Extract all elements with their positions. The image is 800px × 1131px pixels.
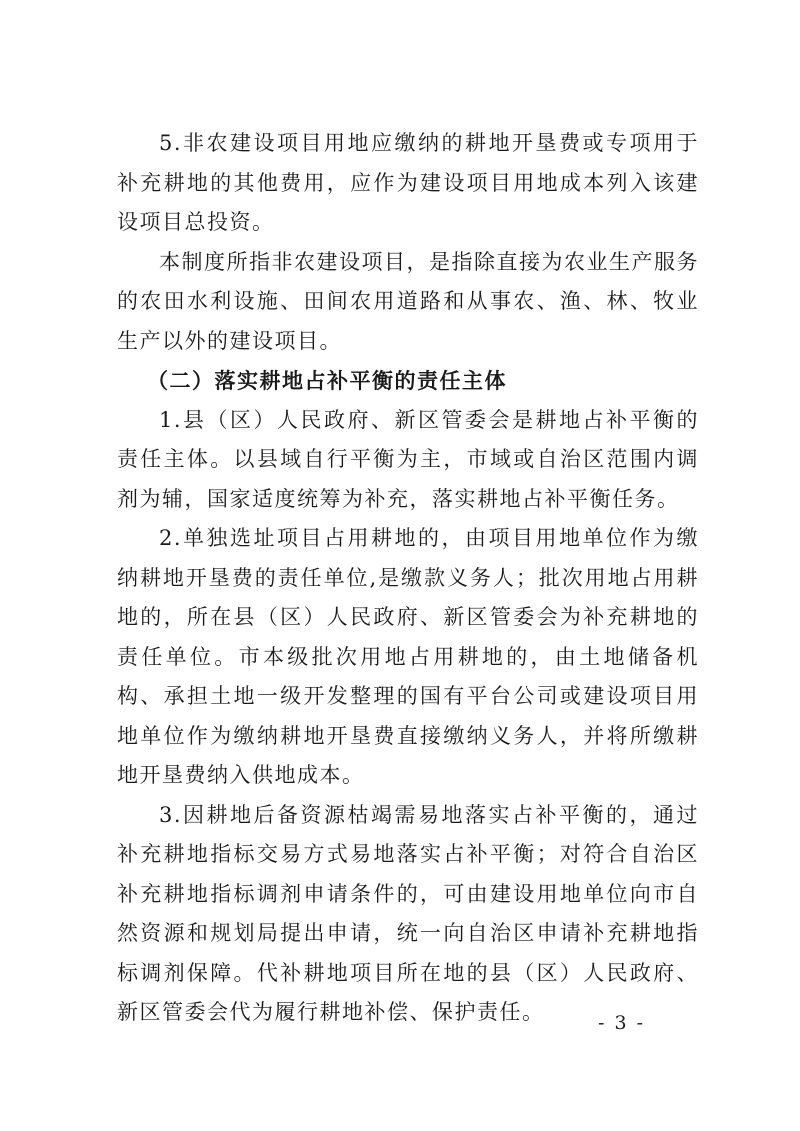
page-number: - 3 -: [598, 1012, 646, 1034]
paragraph-item-3: 3.因耕地后备资源枯竭需易地落实占补平衡的，通过补充耕地指标交易方式易地落实占补平衡；对符合自治区补充耕地指标调剂申请条件的，可由建设用地单位向市自然资源和规划局提出申请，统一向自治区申请补充耕地指标调剂保障。代补耕地项目所在地的县（区）人民政府、新区管委会代为履行耕地补偿、保护责任。: [117, 802, 699, 1024]
section-heading: （二）落实耕地占补平衡的责任主体: [147, 368, 507, 393]
document-body: [117, 124, 699, 1033]
paragraph-item-2: 2.单独选址项目占用耕地的，由项目用地单位作为缴纳耕地开垦费的责任单位,是缴款义务人；批次用地占用耕地的，所在县（区）人民政府、新区管委会为补充耕地的责任单位。市本级批次用地占用耕地的，由土地储备机构、承担土地一级开发整理的国有平台公司或建设项目用地单位作为缴纳耕地开垦费直接缴纳义务人，并将所缴耕地开垦费纳入供地成本。: [117, 526, 699, 787]
paragraph-definition: 本制度所指非农建设项目，是指除直接为农业生产服务的农田水利设施、田间农用道路和从事农、渔、林、牧业生产以外的建设项目。: [117, 249, 699, 353]
paragraph-item-5: 5.非农建设项目用地应缴纳的耕地开垦费或专项用于补充耕地的其他费用，应作为建设项目用地成本列入该建设项目总投资。: [117, 131, 699, 234]
paragraph-item-1: 1.县（区）人民政府、新区管委会是耕地占补平衡的责任主体。以县域自行平衡为主，市域或自治区范围内调剂为辅，国家适度统筹为补充，落实耕地占补平衡任务。: [117, 407, 699, 511]
